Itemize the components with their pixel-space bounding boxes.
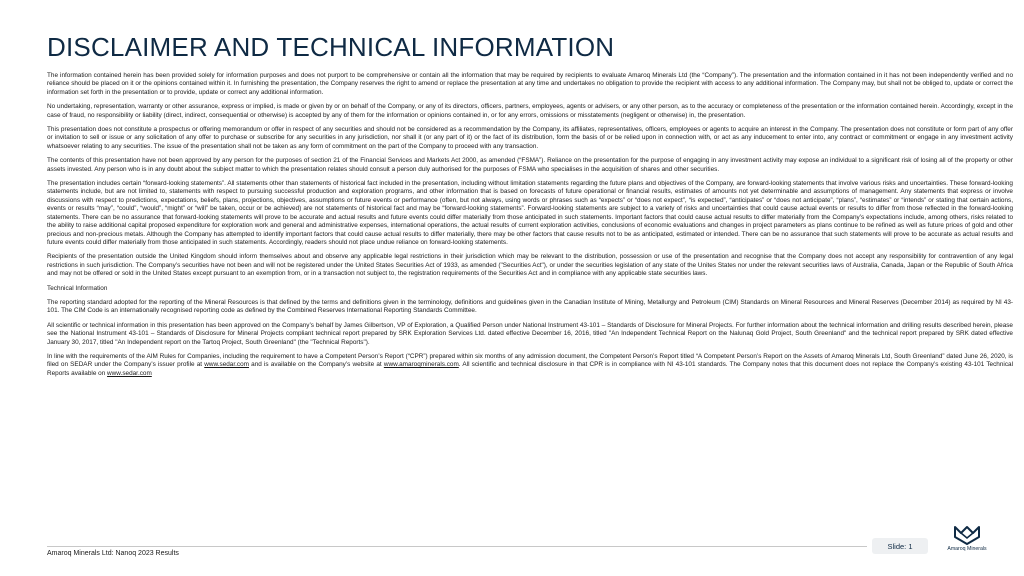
company-logo (947, 525, 987, 552)
technical-information-heading: Technical Information (47, 284, 108, 292)
amaroq-website-link[interactable]: www.amaroqminerals.com (383, 361, 459, 369)
slide-number-badge: Slide: 1 (872, 538, 928, 554)
sedar-link-2[interactable]: www.sedar.com (107, 369, 152, 377)
sedar-link[interactable]: www.sedar.com (204, 361, 249, 369)
paragraph-fsma: The contents of this presentation have not been approved by any person for the purposes of section 21 of the Financial Services and Markets Act 2000, as amended (“FSMA”). Reliance on the presentation for the purpose of engaging in any investment activity may expose an individual to a significant risk of losing all of the property or other assets invested. Any person who is in any doubt about the subject matter to which the presentation relates should consult a person duly authorised for the purposes of FSMA who specialises in the acquisition of shares and other securities. (47, 157, 1013, 173)
aim-rules-text-b: and is available on the Company’s website at (248, 361, 384, 369)
page-title: DISCLAIMER AND TECHNICAL INFORMATION (47, 32, 615, 62)
paragraph-scientific-technical: All scientific or technical information in this presentation has been approved on the Company’s behalf by James Gilbertson, VP of Exploration, a Qualified Person under National Instrument 43-101 – Standards of Disclosure for Mineral Projects. For further information about the technical information and drilling results described herein, please see the National Instrument 43-101 – Standards of Disclosure for Mineral Projects compliant technical report prepared by SRK Exploration Services Ltd. dated effective December 16, 2016, titled "An Independent Technical Report on the Nalunaq Gold Project, South Greenland" and the technical report prepared by SRK dated effective January 30, 2017, titled "An Independent report on the Tartoq Project, South Greenland" (the "Technical Reports"). (47, 321, 1013, 346)
aim-rules-text-c: . All scientific and technical disclosure in that CPR is in compliance with NI 43-101 standards. The Company notes that this document does not replace the Company’s existing 43-101 Technical Reports available on (47, 361, 1013, 377)
paragraph-forward-looking: The presentation includes certain “forward-looking statements”. All statements other than statements of historical fact included in the presentation, including without limitation statements regarding the future plans and objectives of the Company, are forward-looking statements that involve various risks and uncertainties. These forward-looking statements include, but are not limited to, statements with respect to pursuing successful production and exploration programs, and other information that is based on forecasts of future operational or financial results, estimates of amounts not yet determinable and assumptions of management. Any statements that express or involve discussions with respect to predictions, expectations, beliefs, plans, projections, objectives, assumptions or future events or performance (often, but not always, using words or phrases such as “expects” or “does not expect”, “is expected”, “anticipates” or “does not anticipate”, “plans”, “estimates” or “intends” or stating that certain actions, events or results “may”, “could”, “would”, “might” or “will” be taken, occur or be achieved) are not statements of historical fact and may be “forward-looking statements”. Forward-looking statements are subject to a variety of risks and uncertainties that could cause actual events or results to differ from those reflected in the forward-looking statements. There can be no assurance that forward-looking statements will prove to be accurate and actual results and future events could differ materially from those anticipated in such statements. Important factors that could cause actual results to differ materially from the Company’s expectations include, among others, risks related to the ability to raise additional capital proposed expenditure for exploration work and general and administrative expenses, international operations, the actual results of current exploration activities, conclusions of economic evaluations and changes in project parameters as plans continue to be refined as well as future prices of gold and other precious and non-precious metals. Although the Company has attempted to identify important factors that could cause actual results to differ materially, there may be other factors that cause results not to be as anticipated, estimated or intended. There can be no assurance that such statements will prove to be accurate as actual results and future events could differ materially from those anticipated in such statements. Accordingly, readers should not place undue reliance on forward-looking statements. (47, 180, 1013, 246)
paragraph-reporting-standard: The reporting standard adopted for the reporting of the Mineral Resources is that defined by the terms and definitions given in the terminology, definitions and guidelines given in the Canadian Institute of Mining, Metallurgy and Petroleum (CIM) Standards on Mineral Resources and Mineral Reserves (December 2014) as required by NI 43-101. The CIM Code is an internationally recognised reporting code as defined by the Combined Reserves International Reporting Standards Committee. (47, 298, 1013, 315)
paragraph-no-warranty: No undertaking, representation, warranty or other assurance, express or implied, is made or given by or on behalf of the Company, or any of its directors, officers, partners, employees, agents or advisers, or any other person, as to the accuracy or completeness of the presentation or the information contained herein. Accordingly, except in the case of fraud, no responsibility or liability (direct, indirect, consequential or otherwise) is accepted by any of them for the information or opinions contained in, or for any errors, omissions or misstatements (negligent or otherwise) in, the presentation. (47, 103, 1013, 119)
footer-caption: Amaroq Minerals Ltd: Nanoq 2023 Results (47, 550, 179, 557)
amaroq-logo-icon (954, 525, 980, 545)
footer-divider (47, 546, 867, 547)
disclaimer-body (47, 72, 1013, 384)
paragraph-not-prospectus: This presentation does not constitute a prospectus or offering memorandum or offer in respect of any securities and should not be considered as a recommendation by the Company, its affiliates, representatives, officers, employees or agents to acquire an interest in the Company. The presentation does not constitute or form part of any offer or invitation to sell or issue or any solicitation of any offer to purchase or subscribe for any securities in any jurisdiction, nor shall it (or any part of it) or the fact of its distribution, form the basis of or be relied upon in connection with, or act as any inducement to enter into, any contract or commitment or engage in any investment activity whatsoever relating to any securities. The issue of the presentation shall not be taken as any form of commitment on the part of the Company to proceed with any transaction. (47, 126, 1013, 150)
paragraph-information-purposes: The information contained herein has been provided solely for information purposes and does not purport to be comprehensive or contain all the information that may be required by recipients to evaluate Amaroq Minerals Ltd (the “Company”). The presentation and the information contained in it has not been independently verified and no reliance should be placed on it or the opinions contained within it. In furnishing the presentation, the Company reserves the right to amend or replace the presentation at any time and undertakes no obligation to provide the recipient with access to any additional information. The Company may, but shall not be obliged to, update or correct the information set forth in the presentation or to provide, update or correct any additional information. (47, 72, 1013, 96)
aim-rules-text-a: In line with the requirements of the AIM Rules for Companies, including the requirement to have a Competent Person’s Report (“CPR”) prepared within six months of any admission document, the Competent Person’s Report titled “A Competent Person’s Report on the Assets of Amaroq Minerals Ltd, South Greenland” dated June 26, 2020, is filed on SEDAR under the Company’s issuer profile at (47, 352, 1013, 369)
paragraph-aim-rules (47, 353, 1013, 378)
paragraph-outside-uk: Recipients of the presentation outside the United Kingdom should inform themselves about and observe any applicable legal restrictions in their jurisdiction which may be relevant to the distribution, possession or use of the presentation and recognise that the Company does not accept any responsibility for contravention of any legal restrictions in such jurisdiction. The Company’s securities have not been and will not be registered under the United States Securities Act of 1933, as amended ("Securities Act"), or under the securities legislation of any state of the Unites States nor under the relevant securities laws of Australia, Canada, Japan or the Republic of South Africa and may not be offered or sold in the United States except pursuant to an exemption from, or in a transaction not subject to, the registration requirements of the Securities Act and in compliance with any applicable state securities laws. (47, 253, 1013, 278)
logo-text: Amaroq Minerals (947, 546, 987, 552)
